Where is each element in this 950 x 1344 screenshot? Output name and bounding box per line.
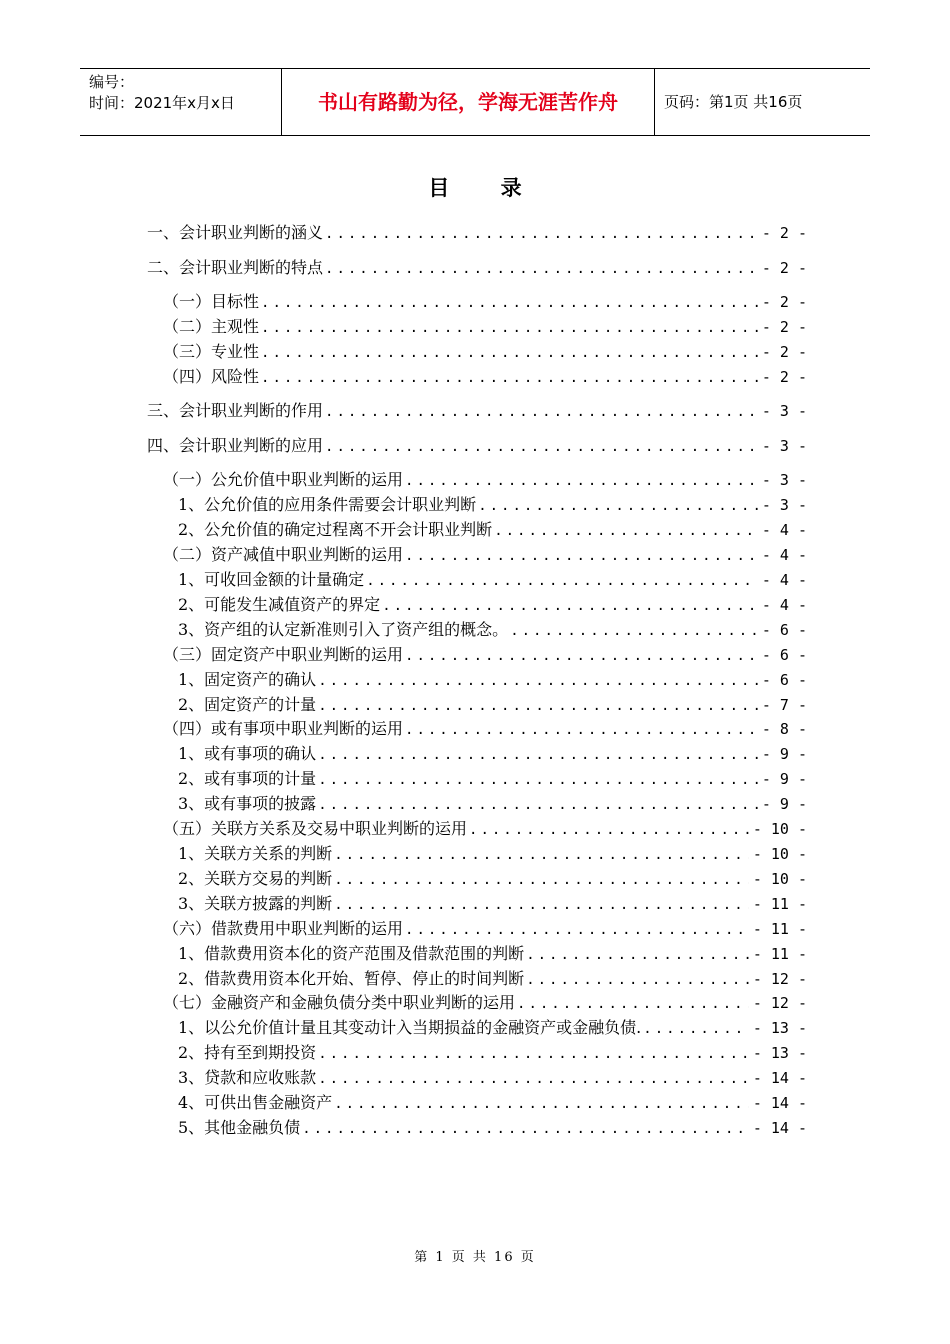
toc-leader [332, 847, 749, 863]
toc-entry[interactable] [163, 916, 807, 938]
toc-entry[interactable] [178, 617, 807, 639]
toc-entry[interactable] [178, 766, 807, 788]
toc-leader [492, 523, 758, 539]
toc-entry[interactable] [178, 667, 807, 689]
toc-entry-page: - 10 - [752, 820, 807, 838]
toc-leader [316, 747, 758, 763]
toc-entry-text: 1、公允价值的应用条件需要会计职业判断 [178, 495, 477, 514]
toc-entry-page: - 6 - [761, 621, 807, 639]
toc-entry[interactable] [163, 289, 807, 311]
toc-entry-text: （六）借款费用中职业判断的运用 [163, 919, 404, 938]
toc-entry-page: - 2 - [761, 259, 807, 277]
toc-leader [403, 722, 758, 738]
toc-leader [403, 473, 758, 489]
toc-leader [323, 261, 758, 277]
toc-leader [508, 623, 758, 639]
toc-leader [316, 1071, 749, 1087]
toc-leader [476, 498, 758, 514]
toc-leader [524, 972, 749, 988]
toc-entry-page: - 12 - [752, 994, 807, 1012]
toc-entry-text: 3、贷款和应收账款 [178, 1068, 317, 1087]
toc-leader [332, 1096, 749, 1112]
toc-entry-text: 1、或有事项的确认 [178, 744, 317, 763]
toc-entry-page: - 11 - [752, 945, 807, 963]
toc-entry-page: - 6 - [761, 646, 807, 664]
toc-entry-text: 2、或有事项的计量 [178, 769, 317, 788]
header-motto: 书山有路勤为径，学海无涯苦作舟 [282, 69, 655, 135]
toc-entry-page: - 14 - [752, 1094, 807, 1112]
toc-entry-page: - 11 - [752, 920, 807, 938]
toc-entry-page: - 8 - [761, 720, 807, 738]
number-label: 编号： [89, 73, 135, 91]
toc-entry-page: - 3 - [761, 437, 807, 455]
toc-entry[interactable] [178, 866, 807, 888]
toc-entry-text: 二、会计职业判断的特点 [147, 258, 324, 277]
toc-entry-text: 2、固定资产的计量 [178, 695, 317, 714]
toc-entry-page: - 4 - [761, 546, 807, 564]
header-page-info: 页码：第1页 共16页 [664, 93, 803, 111]
toc-entry-page: - 7 - [761, 696, 807, 714]
toc-entry[interactable] [178, 941, 807, 963]
toc-entry[interactable] [178, 791, 807, 813]
toc-entry[interactable] [163, 339, 807, 361]
toc-leader [259, 320, 758, 336]
toc-entry-page: - 9 - [761, 795, 807, 813]
header-meta [80, 69, 282, 135]
toc-entry[interactable] [178, 841, 807, 863]
page-header [80, 68, 870, 136]
toc-entry[interactable] [163, 364, 807, 386]
toc-leader [515, 996, 749, 1012]
toc-entry-page: - 10 - [752, 845, 807, 863]
toc-entry-text: 一、会计职业判断的涵义 [147, 223, 324, 242]
toc-entry[interactable] [147, 220, 807, 242]
toc-entry[interactable] [178, 1090, 807, 1112]
toc-entry[interactable] [178, 567, 807, 589]
toc-leader [380, 598, 758, 614]
toc-entry-text: 3、关联方披露的判断 [178, 894, 333, 913]
toc-entry-text: 3、资产组的认定新准则引入了资产组的概念。 [178, 620, 509, 639]
toc-entry-text: 2、借款费用资本化开始、暂停、停止的时间判断 [178, 969, 525, 988]
toc-entry-text: 4、可供出售金融资产 [178, 1093, 333, 1112]
toc-entry-page: - 4 - [761, 521, 807, 539]
toc-entry-text: （二）主观性 [163, 317, 260, 336]
toc-entry[interactable] [178, 1040, 807, 1062]
toc-entry-text: （二）资产减值中职业判断的运用 [163, 545, 404, 564]
toc-entry-text: 1、固定资产的确认 [178, 670, 317, 689]
time-label: 时间：2021年x月x日 [89, 94, 235, 112]
toc-leader [332, 897, 749, 913]
toc-leader [316, 772, 758, 788]
toc-entry-text: （五）关联方关系及交易中职业判断的运用 [163, 819, 468, 838]
toc-entry-page: - 3 - [761, 471, 807, 489]
toc-leader [641, 1021, 749, 1037]
toc-entry[interactable] [163, 467, 807, 489]
toc-entry-text: （三）固定资产中职业判断的运用 [163, 645, 404, 664]
toc-entry-text: 5、其他金融负债 [178, 1118, 301, 1137]
toc-leader [259, 345, 758, 361]
toc-entry-text: （四）风险性 [163, 367, 260, 386]
toc-entry-page: - 2 - [761, 293, 807, 311]
toc-entry-text: （一）公允价值中职业判断的运用 [163, 470, 404, 489]
toc-entry[interactable] [178, 692, 807, 714]
toc-entry-text: 1、以公允价值计量且其变动计入当期损益的金融资产或金融负债. [178, 1018, 642, 1037]
toc-entry-text: 2、关联方交易的判断 [178, 869, 333, 888]
toc-entry-text: 1、借款费用资本化的资产范围及借款范围的判断 [178, 944, 525, 963]
toc-leader [316, 797, 758, 813]
toc-entry[interactable] [178, 891, 807, 913]
toc-entry[interactable] [163, 314, 807, 336]
toc-entry-text: （三）专业性 [163, 342, 260, 361]
toc-leader [403, 648, 758, 664]
toc-entry-text: （一）目标性 [163, 292, 260, 311]
toc-entry-text: 2、公允价值的确定过程离不开会计职业判断 [178, 520, 493, 539]
toc-entry[interactable] [178, 966, 807, 988]
toc-title: 目 录 [428, 176, 544, 200]
toc-entry-text: 2、可能发生减值资产的界定 [178, 595, 381, 614]
toc-entry[interactable] [178, 517, 807, 539]
toc-entry[interactable] [163, 542, 807, 564]
toc-entry-page: - 6 - [761, 671, 807, 689]
toc-leader [467, 822, 749, 838]
toc-entry-page: - 2 - [761, 368, 807, 386]
toc-entry-page: - 13 - [752, 1044, 807, 1062]
toc-leader [323, 404, 758, 420]
toc-entry[interactable] [178, 1015, 807, 1037]
toc-entry[interactable] [147, 398, 807, 420]
toc-leader [316, 1046, 749, 1062]
toc-entry-page: - 3 - [761, 402, 807, 420]
toc-entry[interactable] [147, 255, 807, 277]
toc-entry[interactable] [147, 433, 807, 455]
toc-entry[interactable] [178, 741, 807, 763]
toc-leader [316, 698, 758, 714]
toc-entry-text: 四、会计职业判断的应用 [147, 436, 324, 455]
toc-leader [259, 295, 758, 311]
toc-leader [316, 673, 758, 689]
toc-entry-page: - 3 - [761, 496, 807, 514]
toc-leader [332, 872, 749, 888]
toc-entry-page: - 2 - [761, 343, 807, 361]
toc-entry-page: - 10 - [752, 870, 807, 888]
toc-entry[interactable] [178, 1065, 807, 1087]
toc-entry[interactable] [178, 1115, 807, 1137]
toc-leader [323, 226, 758, 242]
toc-leader [524, 947, 749, 963]
toc-entry[interactable] [163, 990, 807, 1012]
toc-entry-page: - 9 - [761, 770, 807, 788]
toc-leader [323, 439, 758, 455]
toc-entry[interactable] [178, 492, 807, 514]
toc-entry-page: - 2 - [761, 224, 807, 242]
toc-entry[interactable] [163, 716, 807, 738]
toc-entry-page: - 2 - [761, 318, 807, 336]
toc-entry-text: 1、关联方关系的判断 [178, 844, 333, 863]
toc-entry-text: 3、或有事项的披露 [178, 794, 317, 813]
toc-leader [403, 548, 758, 564]
toc-entry-page: - 13 - [752, 1019, 807, 1037]
toc-leader [300, 1121, 749, 1137]
toc-entry-page: - 9 - [761, 745, 807, 763]
page-footer: 第 1 页 共 16 页 [414, 1250, 536, 1265]
toc-entry[interactable] [178, 592, 807, 614]
toc-entry-text: （七）金融资产和金融负债分类中职业判断的运用 [163, 993, 516, 1012]
toc-leader [364, 573, 758, 589]
toc-entry-text: （四）或有事项中职业判断的运用 [163, 719, 404, 738]
toc-entry-page: - 14 - [752, 1069, 807, 1087]
toc-entry-page: - 11 - [752, 895, 807, 913]
toc-entry[interactable] [163, 642, 807, 664]
toc-entry-text: 1、可收回金额的计量确定 [178, 570, 365, 589]
toc-entry-text: 2、持有至到期投资 [178, 1043, 317, 1062]
toc-entry-page: - 12 - [752, 970, 807, 988]
toc-leader [403, 922, 749, 938]
toc-leader [259, 370, 758, 386]
toc-entry-page: - 4 - [761, 571, 807, 589]
toc-entry-page: - 4 - [761, 596, 807, 614]
toc-entry-text: 三、会计职业判断的作用 [147, 401, 324, 420]
toc-entry[interactable] [163, 816, 807, 838]
toc-entry-page: - 14 - [752, 1119, 807, 1137]
